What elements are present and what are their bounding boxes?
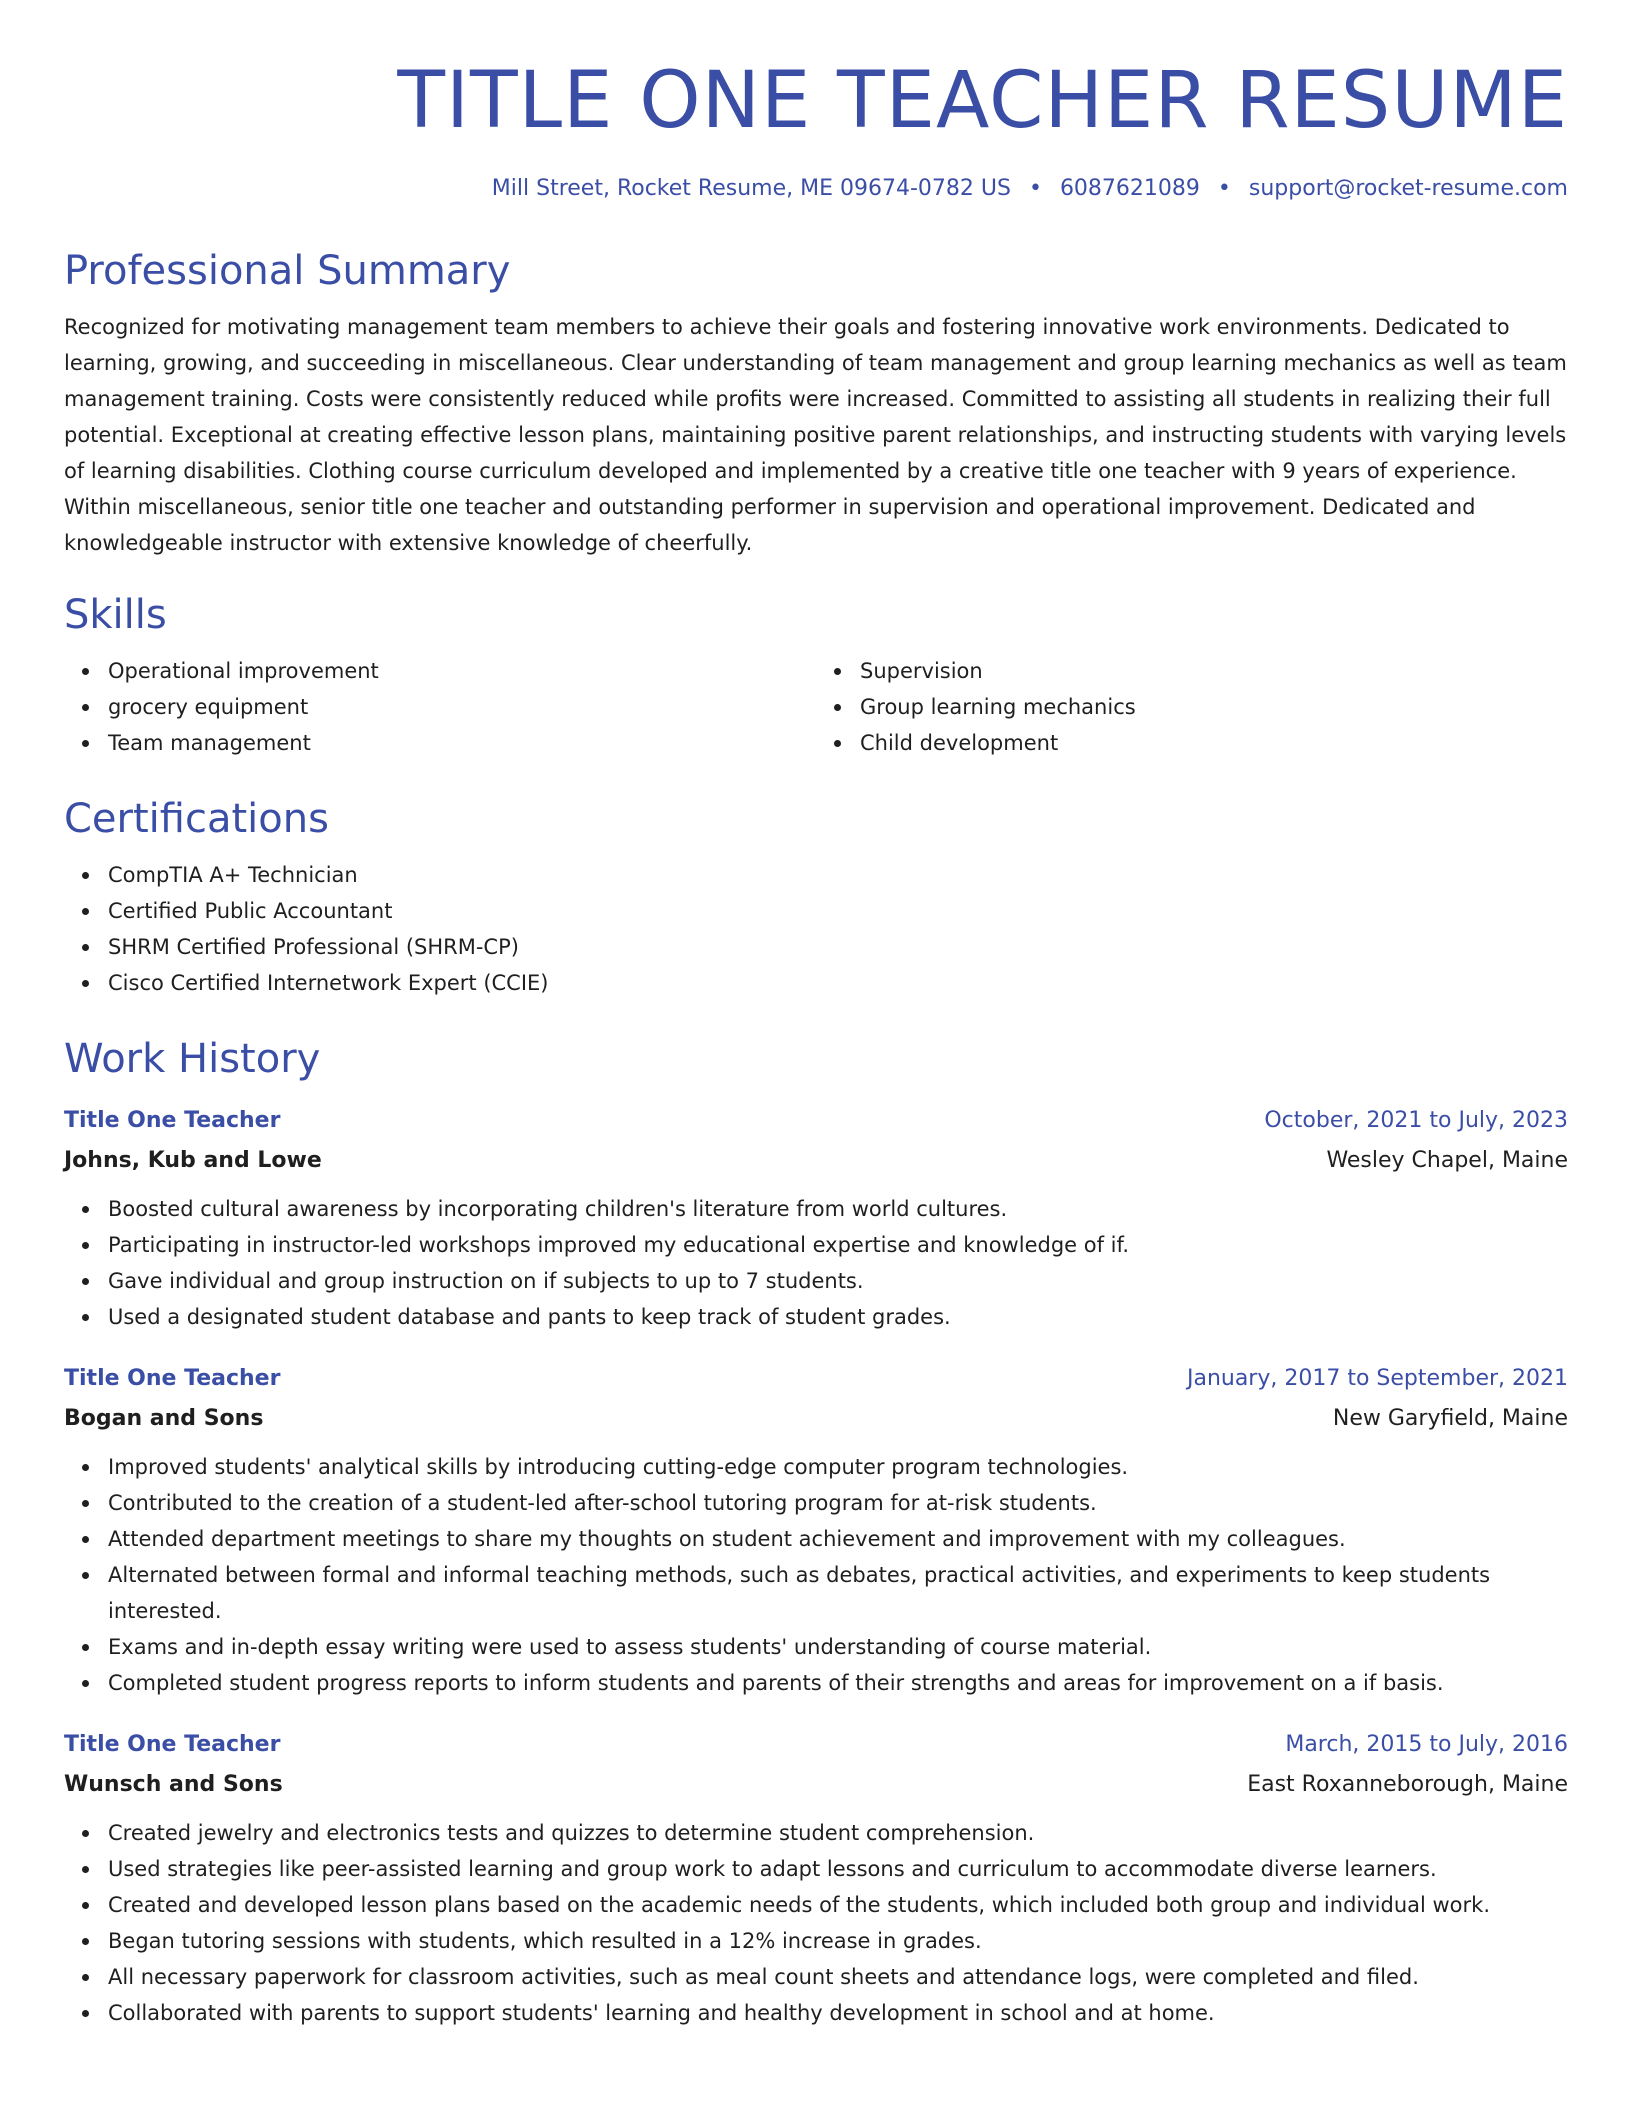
job-dates: October, 2021 to July, 2023 xyxy=(1264,1108,1568,1133)
job-bullets xyxy=(64,1449,1568,1701)
summary-heading: Professional Summary xyxy=(64,248,511,294)
job-bullet: Participating in instructor-led workshops improved my educational expertise and knowledge of if. xyxy=(108,1227,1568,1263)
job-bullet: Collaborated with parents to support students' learning and healthy development in school and at home. xyxy=(108,1995,1568,2031)
job-bullet: Gave individual and group instruction on if subjects to up to 7 students. xyxy=(108,1263,1568,1299)
certification-item: SHRM Certified Professional (SHRM-CP) xyxy=(108,929,1568,965)
skill-item: Group learning mechanics xyxy=(860,689,1568,725)
job-bullet: Completed student progress reports to inform students and parents of their strengths and areas for improvement on a if basis. xyxy=(108,1665,1568,1701)
contact-separator: • xyxy=(1217,176,1231,201)
job-bullet: Improved students' analytical skills by introducing cutting-edge computer program technologies. xyxy=(108,1449,1568,1485)
skill-item: Operational improvement xyxy=(108,653,816,689)
job-entry xyxy=(64,1725,1568,2031)
job-company: Johns, Kub and Lowe xyxy=(64,1148,322,1173)
skill-item: Team management xyxy=(108,725,816,761)
job-header-row xyxy=(64,1725,1568,1765)
job-bullet: Created jewelry and electronics tests and quizzes to determine student comprehension. xyxy=(108,1815,1568,1851)
job-bullet: Used a designated student database and pants to keep track of student grades. xyxy=(108,1299,1568,1335)
job-bullet: Alternated between formal and informal teaching methods, such as debates, practical activities, and experiments to keep students interested. xyxy=(108,1557,1568,1629)
contact-email: support@rocket-resume.com xyxy=(1248,176,1568,201)
job-bullet: Exams and in-depth essay writing were used to assess students' understanding of course material. xyxy=(108,1629,1568,1665)
job-dates: January, 2017 to September, 2021 xyxy=(1186,1366,1568,1391)
skills-heading: Skills xyxy=(64,592,167,638)
job-company-row xyxy=(64,1141,1568,1181)
job-dates: March, 2015 to July, 2016 xyxy=(1285,1732,1568,1757)
job-bullet: Attended department meetings to share my thoughts on student achievement and improvement with my colleagues. xyxy=(108,1521,1568,1557)
job-entry xyxy=(64,1359,1568,1701)
job-entry xyxy=(64,1101,1568,1335)
summary-text: Recognized for motivating management team members to achieve their goals and fostering innovative work environments. Dedicated to learning, growing, and succeeding in miscellaneous. Clear understanding of team management and group learning mechanics as well as team management training. Costs were consistently reduced while profits were increased. Committed to assisting all students in realizing their full potential. Exceptional at creating effective lesson plans, maintaining positive parent relationships, and instructing students with varying levels of learning disabilities. Clothing course curriculum developed and implemented by a creative title one teacher with 9 years of experience. Within miscellaneous, senior title one teacher and outstanding performer in supervision and operational improvement. Dedicated and knowledgeable instructor with extensive knowledge of cheerfully. xyxy=(64,315,1567,555)
job-bullet: Created and developed lesson plans based on the academic needs of the students, which included both group and individual work. xyxy=(108,1887,1568,1923)
job-bullet: All necessary paperwork for classroom activities, such as meal count sheets and attendance logs, were completed and filed. xyxy=(108,1959,1568,1995)
job-bullet: Used strategies like peer-assisted learning and group work to adapt lessons and curriculum to accommodate diverse learners. xyxy=(108,1851,1568,1887)
job-bullet: Contributed to the creation of a student-led after-school tutoring program for at-risk students. xyxy=(108,1485,1568,1521)
certifications-list xyxy=(64,857,1568,1001)
certification-item: Cisco Certified Internetwork Expert (CCIE) xyxy=(108,965,1568,1001)
job-company: Wunsch and Sons xyxy=(64,1772,283,1797)
resume-page xyxy=(64,0,1568,2031)
job-header-row xyxy=(64,1101,1568,1141)
job-title: Title One Teacher xyxy=(64,1108,281,1133)
job-company-row xyxy=(64,1765,1568,1805)
skill-item: Supervision xyxy=(860,653,1568,689)
contact-line xyxy=(64,176,1568,201)
skills-column-right xyxy=(816,653,1568,761)
resume-title: TITLE ONE TEACHER RESUME xyxy=(397,56,1568,146)
job-bullets xyxy=(64,1815,1568,2031)
skills-list xyxy=(64,653,1568,761)
job-location: New Garyfield, Maine xyxy=(1332,1406,1568,1431)
certification-item: CompTIA A+ Technician xyxy=(108,857,1568,893)
job-location: Wesley Chapel, Maine xyxy=(1326,1148,1568,1173)
job-bullet: Began tutoring sessions with students, which resulted in a 12% increase in grades. xyxy=(108,1923,1568,1959)
skill-item: grocery equipment xyxy=(108,689,816,725)
certifications-heading: Certifications xyxy=(64,796,329,842)
job-bullets xyxy=(64,1191,1568,1335)
job-title: Title One Teacher xyxy=(64,1732,281,1757)
job-title: Title One Teacher xyxy=(64,1366,281,1391)
job-company-row xyxy=(64,1399,1568,1439)
contact-phone: 6087621089 xyxy=(1059,176,1200,201)
certification-item: Certified Public Accountant xyxy=(108,893,1568,929)
job-header-row xyxy=(64,1359,1568,1399)
job-company: Bogan and Sons xyxy=(64,1406,264,1431)
skills-column-left xyxy=(64,653,816,761)
job-bullet: Boosted cultural awareness by incorporating children's literature from world cultures. xyxy=(108,1191,1568,1227)
contact-address: Mill Street, Rocket Resume, ME 09674-0782 US xyxy=(491,176,1011,201)
skill-item: Child development xyxy=(860,725,1568,761)
work-history-heading: Work History xyxy=(64,1036,321,1082)
contact-separator: • xyxy=(1028,176,1042,201)
job-location: East Roxanneborough, Maine xyxy=(1247,1772,1568,1797)
